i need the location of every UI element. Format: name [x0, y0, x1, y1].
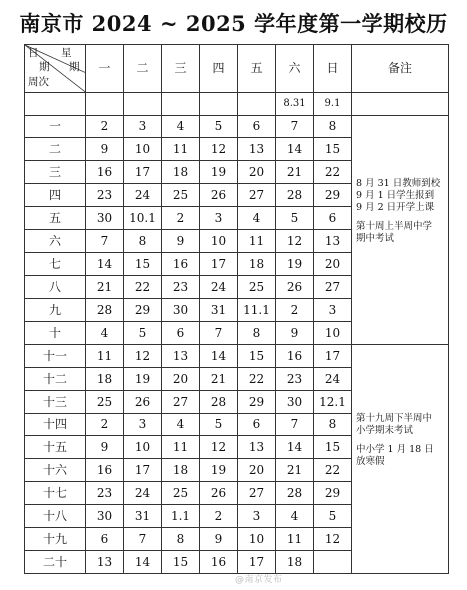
day-cell-sun: 20	[314, 253, 352, 276]
day-cell-tue: 26	[124, 390, 162, 413]
day-cell-mon: 30	[86, 207, 124, 230]
note-line: 9 月 2 日开学上课	[356, 201, 435, 213]
notes-cell-first-half	[352, 115, 449, 344]
day-cell-mon: 23	[86, 184, 124, 207]
lead-week-cell	[25, 92, 86, 115]
corner-label-ri: 日	[28, 47, 39, 59]
week-number-cell: 十八	[25, 505, 86, 528]
day-cell-mon: 11	[86, 344, 124, 367]
day-cell-tue: 15	[124, 253, 162, 276]
day-cell-thu: 7	[200, 321, 238, 344]
day-cell-tue: 17	[124, 459, 162, 482]
day-cell-sat: 19	[276, 253, 314, 276]
day-cell-fri: 3	[238, 505, 276, 528]
day-cell-wed: 18	[162, 459, 200, 482]
corner-label-qi-left: 期	[39, 61, 50, 73]
lead-empty-cell	[86, 92, 124, 115]
day-cell-tue: 12	[124, 344, 162, 367]
week-number-cell: 一	[25, 115, 86, 138]
day-cell-fri: 8	[238, 321, 276, 344]
day-cell-sun: 22	[314, 161, 352, 184]
day-cell-sat: 4	[276, 505, 314, 528]
day-cell-sat: 7	[276, 115, 314, 138]
day-cell-fri: 20	[238, 161, 276, 184]
week-number-cell: 十七	[25, 482, 86, 505]
day-cell-mon: 16	[86, 161, 124, 184]
week-number-cell: 二	[25, 138, 86, 161]
day-cell-thu: 16	[200, 551, 238, 574]
day-cell-sun: 27	[314, 275, 352, 298]
week-number-cell: 七	[25, 253, 86, 276]
day-cell-sat: 2	[276, 298, 314, 321]
note-line: 8 月 31 日教师到校	[356, 177, 441, 189]
day-cell-wed: 15	[162, 551, 200, 574]
week-number-cell: 六	[25, 230, 86, 253]
day-cell-thu: 26	[200, 184, 238, 207]
day-cell-sat: 21	[276, 459, 314, 482]
day-cell-wed: 1.1	[162, 505, 200, 528]
day-cell-thu: 12	[200, 138, 238, 161]
lead-notes-cell	[352, 92, 449, 115]
day-cell-fri: 11.1	[238, 298, 276, 321]
day-cell-tue: 5	[124, 321, 162, 344]
week-number-cell: 二十	[25, 551, 86, 574]
day-cell-sun	[314, 551, 352, 574]
day-cell-sat: 26	[276, 275, 314, 298]
day-cell-mon: 9	[86, 436, 124, 459]
lead-sun-cell: 9.1	[314, 92, 352, 115]
week-number-cell: 四	[25, 184, 86, 207]
school-calendar-table	[24, 44, 449, 574]
day-cell-sat: 11	[276, 528, 314, 551]
day-cell-fri: 18	[238, 253, 276, 276]
day-cell-fri: 13	[238, 138, 276, 161]
day-cell-fri: 6	[238, 413, 276, 436]
week-number-cell: 十六	[25, 459, 86, 482]
day-cell-tue: 8	[124, 230, 162, 253]
day-cell-fri: 20	[238, 459, 276, 482]
day-cell-fri: 25	[238, 275, 276, 298]
day-cell-sun: 15	[314, 436, 352, 459]
corner-label-qi-right: 期	[69, 61, 80, 73]
day-cell-sat: 28	[276, 184, 314, 207]
day-cell-sun: 29	[314, 482, 352, 505]
day-cell-sat: 14	[276, 138, 314, 161]
day-cell-fri: 4	[238, 207, 276, 230]
day-cell-sat: 21	[276, 161, 314, 184]
day-cell-sun: 12.1	[314, 390, 352, 413]
lead-empty-cell	[162, 92, 200, 115]
day-cell-sat: 23	[276, 367, 314, 390]
corner-label-zhouci: 周次	[28, 76, 49, 88]
day-cell-mon: 16	[86, 459, 124, 482]
weekday-header-mon: 一	[86, 45, 124, 93]
weekday-header-fri: 五	[238, 45, 276, 93]
day-cell-mon: 14	[86, 253, 124, 276]
week-number-cell: 十一	[25, 344, 86, 367]
day-cell-tue: 24	[124, 184, 162, 207]
day-cell-sun: 24	[314, 367, 352, 390]
lead-empty-cell	[200, 92, 238, 115]
day-cell-sun: 8	[314, 115, 352, 138]
weekday-header-thu: 四	[200, 45, 238, 93]
week-number-cell: 十二	[25, 367, 86, 390]
day-cell-thu: 12	[200, 436, 238, 459]
week-number-cell: 三	[25, 161, 86, 184]
day-cell-tue: 24	[124, 482, 162, 505]
day-cell-sun: 8	[314, 413, 352, 436]
day-cell-sat: 12	[276, 230, 314, 253]
day-cell-mon: 21	[86, 275, 124, 298]
day-cell-mon: 6	[86, 528, 124, 551]
notes-header: 备注	[352, 45, 449, 93]
weekday-header-sat: 六	[276, 45, 314, 93]
week-number-cell: 十四	[25, 413, 86, 436]
day-cell-thu: 28	[200, 390, 238, 413]
day-cell-thu: 5	[200, 413, 238, 436]
day-cell-sat: 7	[276, 413, 314, 436]
day-cell-tue: 17	[124, 161, 162, 184]
day-cell-thu: 14	[200, 344, 238, 367]
note-line: 小学期末考试	[356, 424, 414, 436]
day-cell-sun: 12	[314, 528, 352, 551]
day-cell-thu: 19	[200, 459, 238, 482]
day-cell-wed: 4	[162, 115, 200, 138]
day-cell-tue: 7	[124, 528, 162, 551]
day-cell-fri: 6	[238, 115, 276, 138]
day-cell-thu: 21	[200, 367, 238, 390]
day-cell-tue: 3	[124, 115, 162, 138]
day-cell-wed: 25	[162, 184, 200, 207]
day-cell-mon: 25	[86, 390, 124, 413]
day-cell-wed: 2	[162, 207, 200, 230]
corner-label-xing: 星	[61, 47, 72, 59]
day-cell-sun: 15	[314, 138, 352, 161]
lead-empty-cell	[238, 92, 276, 115]
day-cell-mon: 13	[86, 551, 124, 574]
day-cell-mon: 4	[86, 321, 124, 344]
day-cell-sat: 18	[276, 551, 314, 574]
day-cell-thu: 26	[200, 482, 238, 505]
notes-cell-second-half	[352, 344, 449, 573]
day-cell-wed: 6	[162, 321, 200, 344]
day-cell-tue: 10	[124, 138, 162, 161]
day-cell-tue: 14	[124, 551, 162, 574]
day-cell-sat: 16	[276, 344, 314, 367]
day-cell-sun: 29	[314, 184, 352, 207]
day-cell-sat: 14	[276, 436, 314, 459]
day-cell-wed: 11	[162, 436, 200, 459]
day-cell-wed: 13	[162, 344, 200, 367]
watermark: @南京发布	[235, 575, 283, 585]
day-cell-mon: 23	[86, 482, 124, 505]
lead-sat-cell: 8.31	[276, 92, 314, 115]
note-line: 中小学 1 月 18 日	[356, 443, 434, 455]
day-cell-fri: 17	[238, 551, 276, 574]
day-cell-thu: 31	[200, 298, 238, 321]
day-cell-thu: 2	[200, 505, 238, 528]
day-cell-mon: 9	[86, 138, 124, 161]
week-number-cell: 八	[25, 275, 86, 298]
day-cell-wed: 4	[162, 413, 200, 436]
day-cell-sun: 22	[314, 459, 352, 482]
day-cell-tue: 10.1	[124, 207, 162, 230]
day-cell-thu: 5	[200, 115, 238, 138]
lead-empty-cell	[124, 92, 162, 115]
day-cell-sun: 17	[314, 344, 352, 367]
week-number-cell: 九	[25, 298, 86, 321]
day-cell-mon: 28	[86, 298, 124, 321]
day-cell-sat: 5	[276, 207, 314, 230]
day-cell-mon: 2	[86, 115, 124, 138]
day-cell-fri: 27	[238, 184, 276, 207]
day-cell-mon: 2	[86, 413, 124, 436]
note-line: 9 月 1 日学生报到	[356, 189, 435, 201]
day-cell-mon: 18	[86, 367, 124, 390]
day-cell-thu: 9	[200, 528, 238, 551]
lead-row	[25, 92, 449, 115]
note-line: 放寒假	[356, 455, 385, 467]
day-cell-fri: 11	[238, 230, 276, 253]
header-row	[25, 45, 449, 93]
day-cell-thu: 19	[200, 161, 238, 184]
day-cell-wed: 18	[162, 161, 200, 184]
note-line: 第十周上半周中学	[356, 220, 433, 232]
day-cell-mon: 7	[86, 230, 124, 253]
day-cell-sun: 10	[314, 321, 352, 344]
day-cell-sat: 28	[276, 482, 314, 505]
day-cell-tue: 10	[124, 436, 162, 459]
day-cell-fri: 22	[238, 367, 276, 390]
day-cell-wed: 16	[162, 253, 200, 276]
day-cell-sun: 13	[314, 230, 352, 253]
day-cell-mon: 30	[86, 505, 124, 528]
weekday-header-sun: 日	[314, 45, 352, 93]
week-number-cell: 十	[25, 321, 86, 344]
day-cell-fri: 15	[238, 344, 276, 367]
weekday-header-wed: 三	[162, 45, 200, 93]
day-cell-wed: 9	[162, 230, 200, 253]
page-title: 南京市 2024 ~ 2025 学年度第一学期校历	[19, 11, 448, 36]
week-number-cell: 十三	[25, 390, 86, 413]
day-cell-sat: 30	[276, 390, 314, 413]
day-cell-fri: 29	[238, 390, 276, 413]
day-cell-tue: 31	[124, 505, 162, 528]
day-cell-tue: 29	[124, 298, 162, 321]
day-cell-thu: 3	[200, 207, 238, 230]
day-cell-wed: 27	[162, 390, 200, 413]
week-number-cell: 十五	[25, 436, 86, 459]
note-line: 期中考试	[356, 232, 395, 244]
day-cell-wed: 11	[162, 138, 200, 161]
note-line: 第十九周下半周中	[356, 412, 433, 424]
day-cell-wed: 20	[162, 367, 200, 390]
day-cell-wed: 25	[162, 482, 200, 505]
weekday-header-tue: 二	[124, 45, 162, 93]
day-cell-fri: 10	[238, 528, 276, 551]
day-cell-wed: 23	[162, 275, 200, 298]
week-row	[25, 115, 449, 138]
day-cell-tue: 3	[124, 413, 162, 436]
day-cell-thu: 24	[200, 275, 238, 298]
week-number-cell: 十九	[25, 528, 86, 551]
day-cell-fri: 27	[238, 482, 276, 505]
day-cell-tue: 22	[124, 275, 162, 298]
day-cell-fri: 13	[238, 436, 276, 459]
week-row	[25, 344, 449, 367]
day-cell-wed: 30	[162, 298, 200, 321]
day-cell-thu: 17	[200, 253, 238, 276]
day-cell-sun: 6	[314, 207, 352, 230]
day-cell-thu: 10	[200, 230, 238, 253]
day-cell-sun: 5	[314, 505, 352, 528]
day-cell-sat: 9	[276, 321, 314, 344]
week-number-cell: 五	[25, 207, 86, 230]
day-cell-wed: 8	[162, 528, 200, 551]
day-cell-tue: 19	[124, 367, 162, 390]
day-cell-sun: 3	[314, 298, 352, 321]
corner-header	[25, 45, 86, 93]
